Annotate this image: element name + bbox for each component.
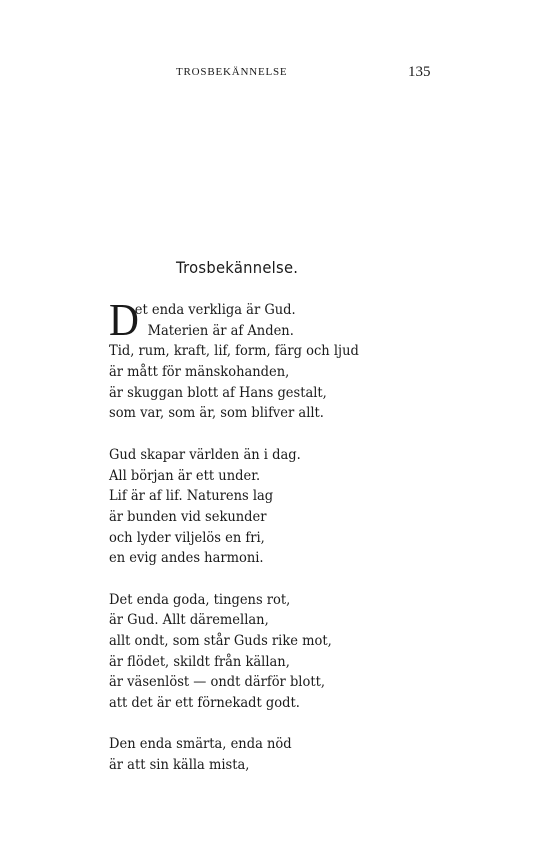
poem-line: All början är ett under.	[109, 467, 261, 484]
poem-line: och lyder viljelös en fri,	[109, 529, 265, 546]
poem-line: en evig andes harmoni.	[109, 550, 264, 567]
poem-line: är bunden vid sekunder	[109, 508, 267, 525]
poem-line: Lif är af lif. Naturens lag	[109, 488, 274, 505]
stanza-4	[109, 734, 469, 775]
poem-line: är flödet, skildt från källan,	[109, 653, 290, 670]
stanza-1	[109, 295, 469, 424]
poem-body	[109, 295, 469, 797]
poem-line: Den enda smärta, enda nöd	[109, 736, 292, 753]
poem-line: är Gud. Allt däremellan,	[109, 612, 269, 629]
poem-line: Gud skapar världen än i dag.	[109, 446, 301, 463]
poem-line: Materien är af Anden.	[147, 322, 294, 339]
poem-line: Det enda goda, tingens rot,	[109, 591, 291, 608]
poem-line: allt ondt, som står Guds rike mot,	[109, 633, 332, 649]
poem-line: att det är ett förnekadt godt.	[109, 695, 300, 712]
poem-line-text: et enda verkliga är Gud.	[134, 302, 296, 318]
poem-line: är skuggan blott af Hans gestalt,	[109, 384, 327, 401]
poem-line: som var, som är, som blifver allt.	[109, 405, 324, 422]
poem-line: är att sin källa mista,	[109, 757, 250, 774]
stanza-3	[109, 590, 469, 714]
drop-cap: D	[109, 295, 139, 345]
running-header	[0, 64, 544, 84]
poem-line: är väsenlöst — ondt därför blott,	[109, 674, 325, 691]
running-title: TROSBEKÄNNELSE	[176, 66, 288, 78]
poem-line: Tid, rum, kraft, lif, form, färg och ljud	[109, 343, 359, 360]
page-number: 135	[408, 64, 431, 80]
poem-title: Trosbekännelse.	[176, 258, 299, 277]
poem-line: är mått för mänskohanden,	[109, 364, 290, 381]
stanza-2	[109, 445, 469, 569]
